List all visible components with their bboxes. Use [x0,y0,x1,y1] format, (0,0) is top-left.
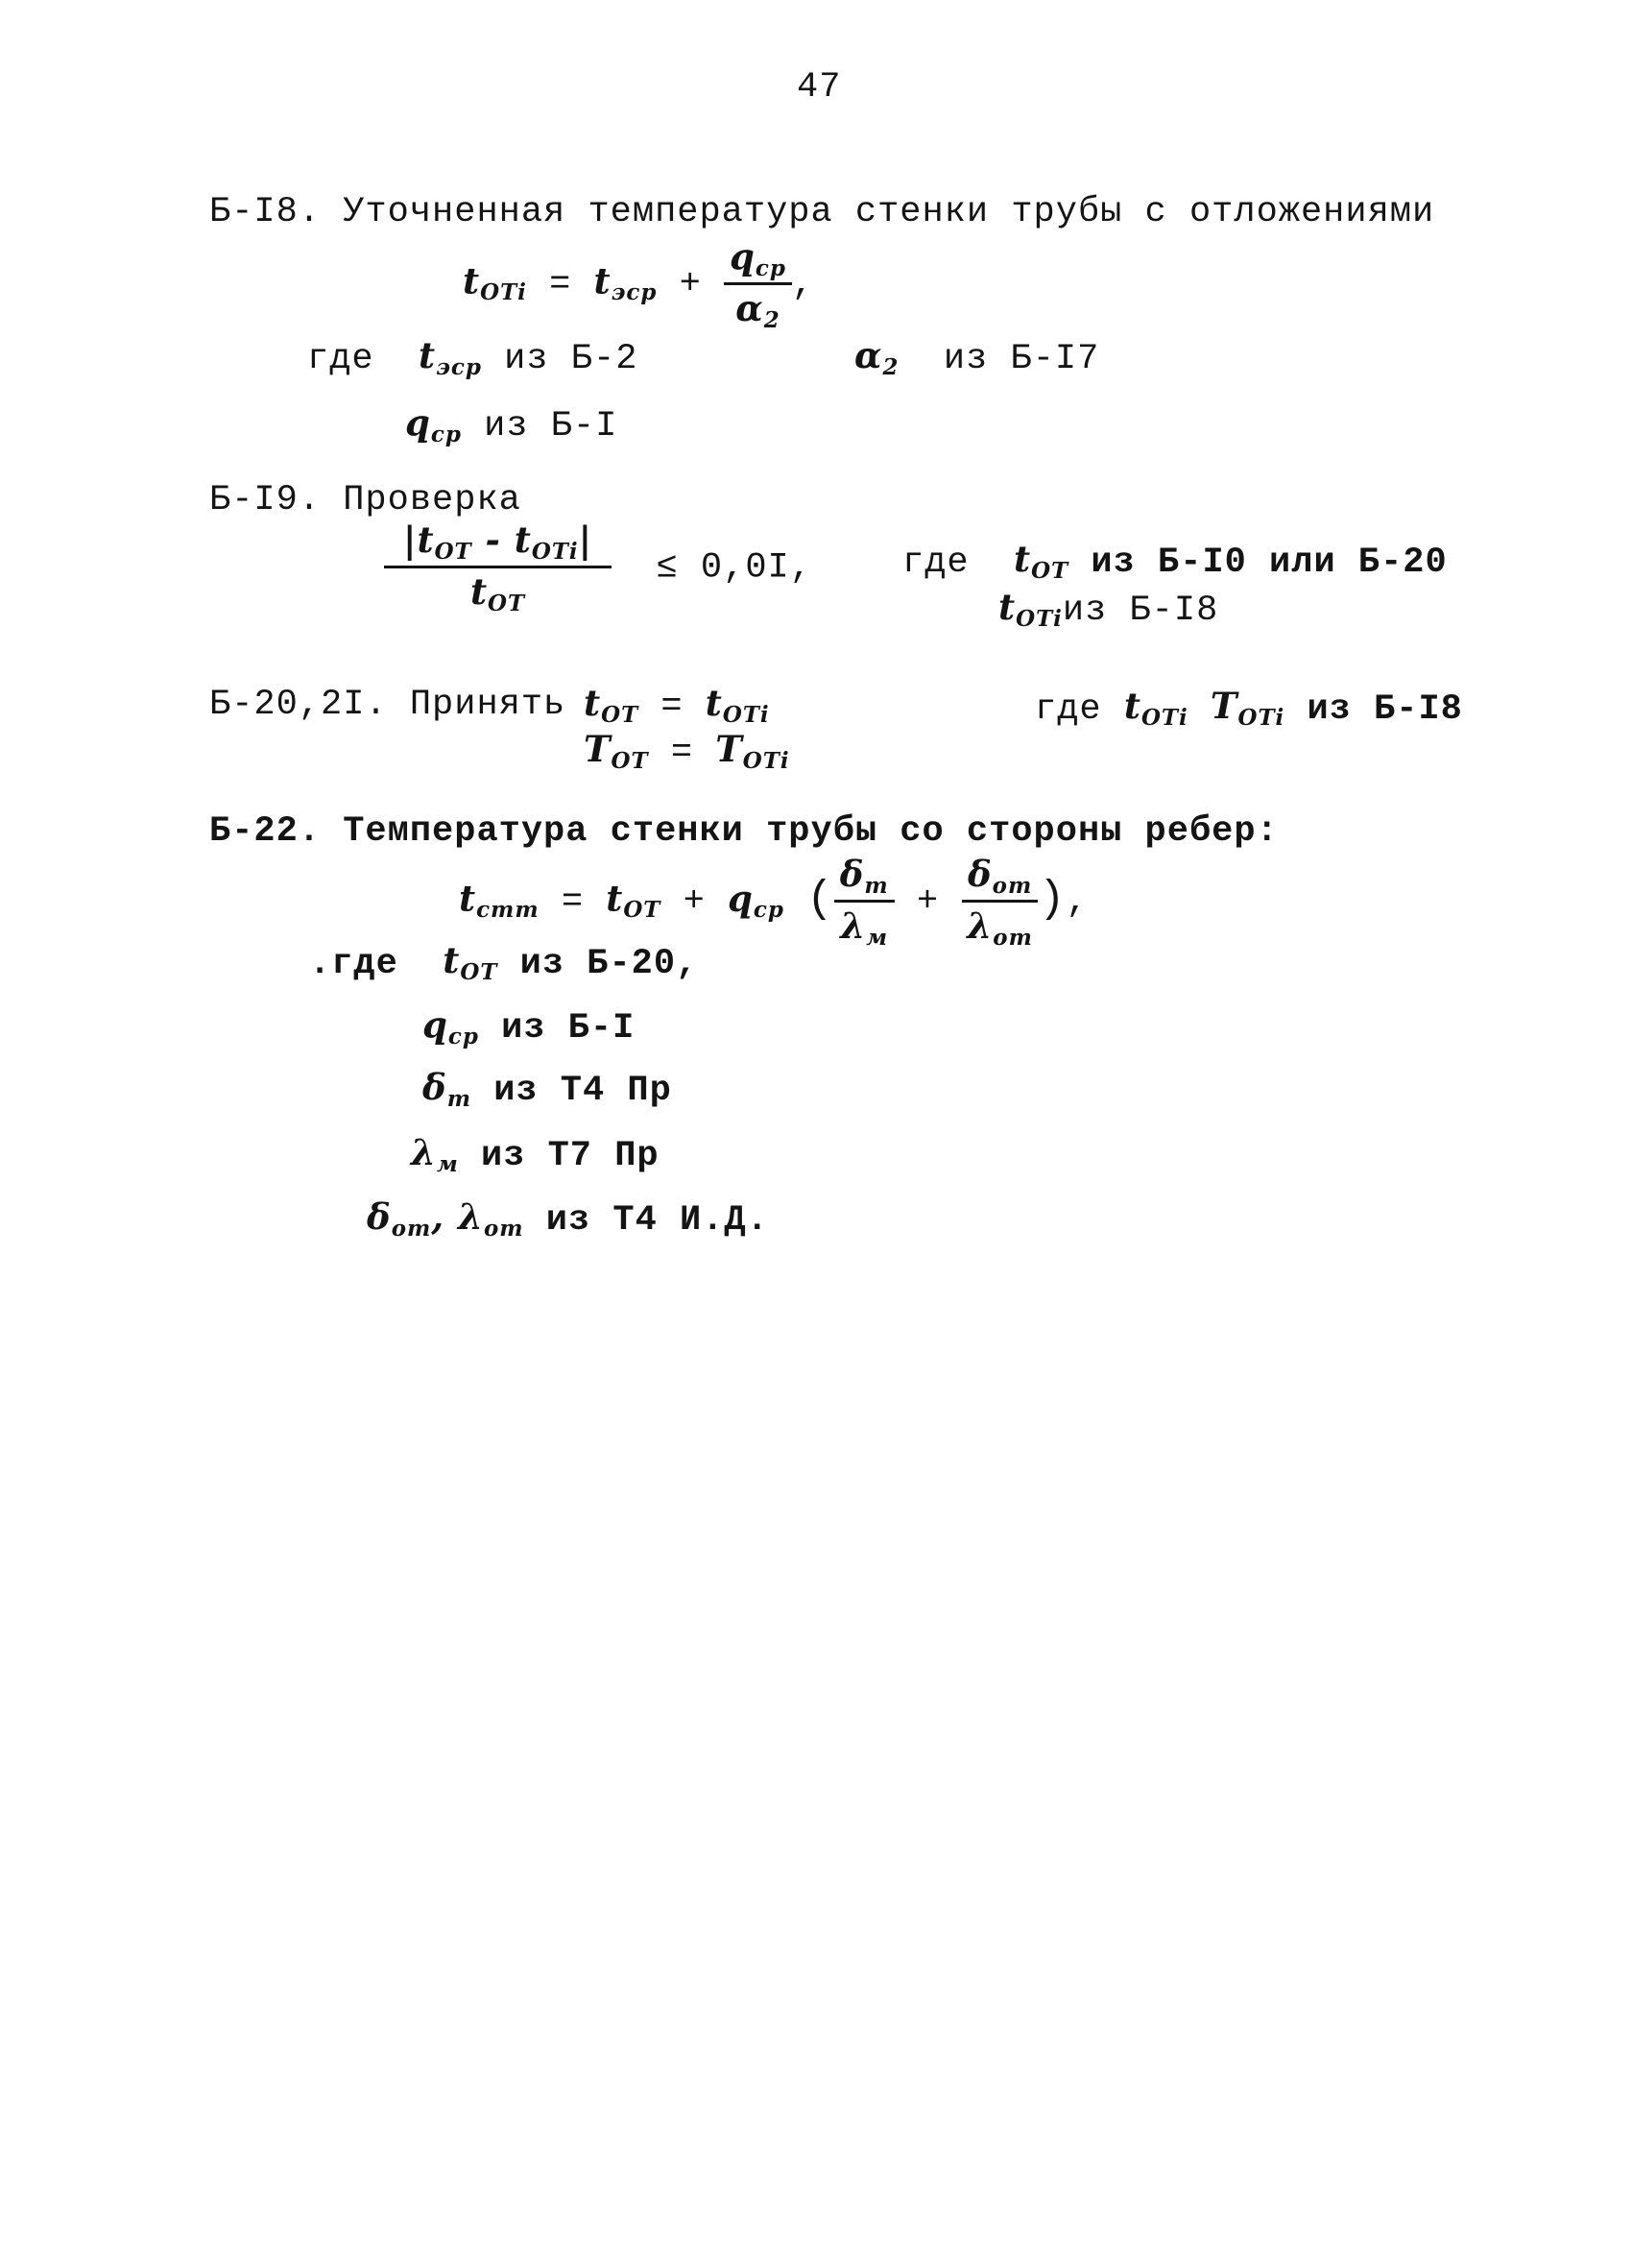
b19-where-1: где tOT из Б-I0 или Б-20 [902,538,1448,584]
fraction-q-over-alpha: $\frac{\text{qср}}{\alpha 2}$ [724,235,792,332]
b18-where-1: где tэср из Б-2 [307,334,638,380]
b2021-line-2: TOT = TOTi [584,728,790,774]
b19-where-2: tOTiиз Б-I8 [998,586,1219,632]
section-b19-title: Б-I9. Проверка [209,480,521,520]
section-b22-title: Б-22. Температура стенки трубы со стороны ребер: [209,811,1279,852]
b22-where-4: λм из Т7 Пр [411,1131,660,1177]
fraction-delta-lambda-ot: $\frac{\text{δот}}{\text{λот}}$ [961,853,1039,950]
formula-b22: tстт = tOT + qср ( $\frac{\delta т}{\lambda м}$ + $\frac{\text{δот}}{\text{λот}}$ ), [459,853,1089,951]
formula-b18: tOTi = tэср + $\frac{\text{qср}}{\alpha 2}$ , [463,235,815,333]
b22-where-1: .где tOT из Б-20, [309,939,699,985]
b2021-line-1: tOT = tOTi [584,682,770,728]
formula-b19: $\frac{\text{|tOT - tOTi|}}{\text{tOT}}$ ≤ 0,0I, [384,519,812,615]
b2021-where: где tOTi TOTi из Б-I8 [1035,685,1463,731]
b22-where-5: δот, λот из Т4 И.Д. [367,1195,769,1242]
fraction-check: $\frac{\text{|tOT - tOTi|}}{\text{tOT}}$ [384,519,612,615]
section-b2021-title: Б-20,2I. Принять [209,685,566,725]
b22-where-2: qср из Б-I [422,1003,636,1050]
page-number: 47 [797,67,842,108]
b18-where-2: α2 из Б-I7 [854,334,1100,380]
section-b18-title: Б-I8. Уточненная температура стенки трубы с отложениями [209,192,1435,232]
fraction-delta-lambda-m: $\frac{\delta т}{\lambda м}$ [834,853,895,950]
b22-where-3: δт из Т4 Пр [422,1066,672,1112]
b18-where-3: qср из Б-I [405,401,618,447]
